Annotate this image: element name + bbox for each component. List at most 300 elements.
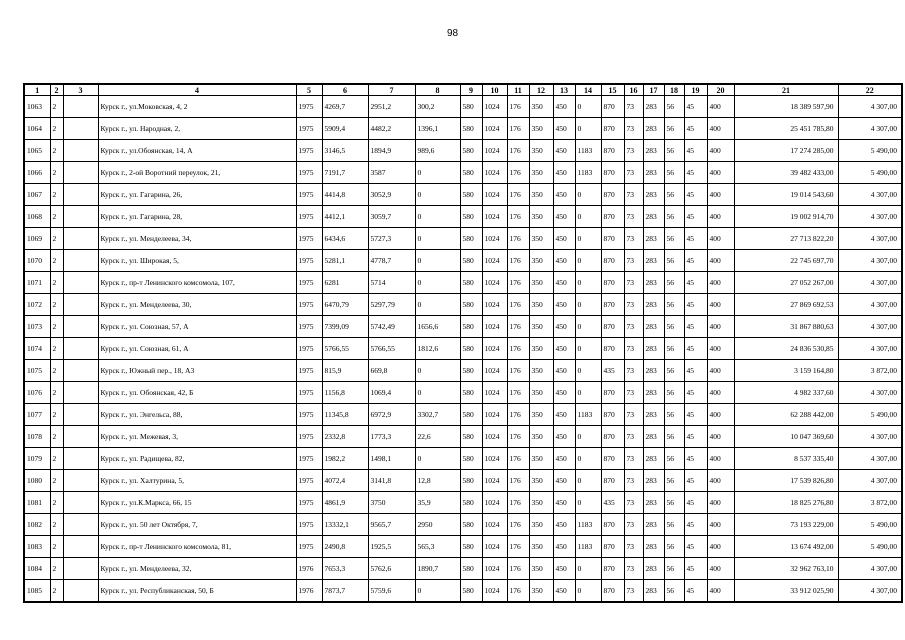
- table-cell: 73 193 229,00: [734, 514, 838, 536]
- table-cell: 56: [664, 404, 684, 426]
- table-cell: 6281: [322, 272, 368, 294]
- table-cell: 0: [575, 96, 601, 118]
- table-cell: 0: [415, 360, 460, 382]
- table-cell: 0: [575, 250, 601, 272]
- table-cell: 450: [553, 316, 575, 338]
- table-cell: Курск г., ул. 50 лет Октября, 7,: [98, 514, 296, 536]
- table-cell: 350: [529, 96, 553, 118]
- table-cell: 0: [575, 118, 601, 140]
- table-cell: 1066: [24, 162, 50, 184]
- table-cell: 1073: [24, 316, 50, 338]
- table-cell: 73: [624, 558, 643, 580]
- table-cell: 1063: [24, 96, 50, 118]
- table-row: [24, 118, 902, 140]
- table-cell: 350: [529, 228, 553, 250]
- table-cell: 870: [601, 96, 624, 118]
- table-cell: 580: [460, 448, 482, 470]
- table-cell: 400: [707, 382, 734, 404]
- table-cell: 18 389 597,90: [734, 96, 838, 118]
- table-row: [24, 140, 902, 162]
- table-cell: 350: [529, 558, 553, 580]
- table-cell: Курск г., ул.К.Маркса, 66, 15: [98, 492, 296, 514]
- table-cell: 19 002 914,70: [734, 206, 838, 228]
- table-cell: 5909,4: [322, 118, 368, 140]
- column-header: 21: [734, 84, 838, 96]
- table-cell: 350: [529, 404, 553, 426]
- table-cell: 870: [601, 316, 624, 338]
- table-cell: 283: [643, 426, 664, 448]
- table-cell: 6470,79: [322, 294, 368, 316]
- table-cell: 580: [460, 338, 482, 360]
- table-cell: 300,2: [415, 96, 460, 118]
- table-cell: 1894,9: [368, 140, 415, 162]
- table-cell: 22,6: [415, 426, 460, 448]
- table-cell: 283: [643, 448, 664, 470]
- table-cell: 1024: [482, 140, 507, 162]
- table-cell: 0: [415, 294, 460, 316]
- table-header: [24, 84, 902, 96]
- table-cell: 176: [507, 470, 529, 492]
- table-cell: 3 159 164,80: [734, 360, 838, 382]
- column-header: 19: [684, 84, 707, 96]
- table-cell: 870: [601, 404, 624, 426]
- table-cell: 669,8: [368, 360, 415, 382]
- table-cell: 4 307,00: [838, 96, 902, 118]
- table-cell: Курск г., ул. Межевая, 3,: [98, 426, 296, 448]
- table-cell: 1072: [24, 294, 50, 316]
- table-cell: 45: [684, 426, 707, 448]
- column-header: 7: [368, 84, 415, 96]
- table-cell: 176: [507, 492, 529, 514]
- table-cell: [63, 470, 98, 492]
- table-cell: 400: [707, 514, 734, 536]
- table-cell: 3141,8: [368, 470, 415, 492]
- table-cell: 7653,3: [322, 558, 368, 580]
- table-cell: 1024: [482, 162, 507, 184]
- table-row: [24, 382, 902, 404]
- table-row: [24, 338, 902, 360]
- table-cell: 176: [507, 206, 529, 228]
- table-cell: 4 307,00: [838, 558, 902, 580]
- table-cell: [63, 558, 98, 580]
- table-cell: 1076: [24, 382, 50, 404]
- table-cell: 1976: [296, 558, 322, 580]
- table-cell: 870: [601, 470, 624, 492]
- table-cell: 1183: [575, 536, 601, 558]
- table-cell: 283: [643, 492, 664, 514]
- table-cell: 1024: [482, 360, 507, 382]
- table-cell: 450: [553, 426, 575, 448]
- table-cell: 350: [529, 470, 553, 492]
- table-cell: 0: [415, 580, 460, 603]
- table-cell: 176: [507, 228, 529, 250]
- table-cell: 56: [664, 162, 684, 184]
- table-cell: 1976: [296, 580, 322, 603]
- table-cell: 0: [415, 382, 460, 404]
- table-cell: 4 307,00: [838, 184, 902, 206]
- table-cell: 1183: [575, 514, 601, 536]
- table-cell: 450: [553, 448, 575, 470]
- table-cell: 350: [529, 162, 553, 184]
- table-row: [24, 184, 902, 206]
- table-cell: 4482,2: [368, 118, 415, 140]
- table-cell: 25 451 785,80: [734, 118, 838, 140]
- table-cell: 400: [707, 96, 734, 118]
- table-cell: 4412,1: [322, 206, 368, 228]
- column-header: 16: [624, 84, 643, 96]
- page-number: 98: [446, 28, 459, 39]
- table-cell: 176: [507, 118, 529, 140]
- table-cell: 0: [575, 580, 601, 603]
- table-cell: 17 539 826,80: [734, 470, 838, 492]
- table-cell: 2: [50, 162, 63, 184]
- table-cell: 0: [575, 184, 601, 206]
- table-cell: [63, 228, 98, 250]
- table-cell: 435: [601, 360, 624, 382]
- table-cell: 1077: [24, 404, 50, 426]
- table-cell: 1975: [296, 426, 322, 448]
- table-cell: 1024: [482, 448, 507, 470]
- table-row: [24, 492, 902, 514]
- column-header: 4: [98, 84, 296, 96]
- table-cell: 56: [664, 316, 684, 338]
- table-row: [24, 96, 902, 118]
- table-cell: 176: [507, 338, 529, 360]
- table-cell: 400: [707, 536, 734, 558]
- table-cell: 2: [50, 228, 63, 250]
- table-cell: 1975: [296, 118, 322, 140]
- table-cell: 5 490,00: [838, 514, 902, 536]
- table-cell: 73: [624, 492, 643, 514]
- table-row: [24, 514, 902, 536]
- table-cell: 5281,1: [322, 250, 368, 272]
- table-cell: 580: [460, 514, 482, 536]
- table-cell: 1024: [482, 536, 507, 558]
- table-cell: 10 047 369,60: [734, 426, 838, 448]
- table-cell: 1498,1: [368, 448, 415, 470]
- table-cell: Курск г., ул. Менделеева, 30,: [98, 294, 296, 316]
- table-cell: 176: [507, 250, 529, 272]
- table-cell: 2: [50, 272, 63, 294]
- table-cell: 56: [664, 382, 684, 404]
- table-cell: 2: [50, 250, 63, 272]
- table-cell: 4 307,00: [838, 206, 902, 228]
- table-cell: 450: [553, 272, 575, 294]
- table-cell: 1975: [296, 492, 322, 514]
- table-cell: [63, 206, 98, 228]
- column-header: 2: [50, 84, 63, 96]
- table-cell: 283: [643, 140, 664, 162]
- table-cell: 450: [553, 580, 575, 603]
- table-cell: 283: [643, 206, 664, 228]
- table-cell: 73: [624, 382, 643, 404]
- table-cell: 1069,4: [368, 382, 415, 404]
- table-cell: 450: [553, 228, 575, 250]
- table-row: [24, 580, 902, 603]
- table-cell: 5714: [368, 272, 415, 294]
- column-header: 3: [63, 84, 98, 96]
- table-cell: Курск г., ул. Республиканская, 50, Б: [98, 580, 296, 603]
- table-cell: 45: [684, 316, 707, 338]
- table-cell: 8 537 335,40: [734, 448, 838, 470]
- table-cell: 350: [529, 514, 553, 536]
- table-cell: 400: [707, 140, 734, 162]
- table-cell: 73: [624, 96, 643, 118]
- table-cell: 1024: [482, 206, 507, 228]
- table-cell: 176: [507, 162, 529, 184]
- table-cell: 56: [664, 448, 684, 470]
- table-cell: 0: [415, 184, 460, 206]
- table-row: [24, 404, 902, 426]
- table-cell: 870: [601, 558, 624, 580]
- table-cell: 1024: [482, 250, 507, 272]
- table-cell: [63, 96, 98, 118]
- table-cell: 45: [684, 272, 707, 294]
- table-cell: 2: [50, 360, 63, 382]
- table-cell: [63, 294, 98, 316]
- table-row: [24, 558, 902, 580]
- table-cell: 1975: [296, 162, 322, 184]
- table-cell: 1975: [296, 382, 322, 404]
- table-cell: 400: [707, 316, 734, 338]
- table-cell: 56: [664, 228, 684, 250]
- table-cell: 283: [643, 96, 664, 118]
- table-cell: 2: [50, 184, 63, 206]
- table-cell: 4 307,00: [838, 272, 902, 294]
- table-cell: 350: [529, 184, 553, 206]
- table-cell: [63, 360, 98, 382]
- table-cell: 45: [684, 118, 707, 140]
- table-cell: 2: [50, 96, 63, 118]
- table-cell: 580: [460, 272, 482, 294]
- table-cell: 17 274 285,00: [734, 140, 838, 162]
- table-cell: 4 307,00: [838, 338, 902, 360]
- table-cell: 870: [601, 250, 624, 272]
- table-cell: 283: [643, 250, 664, 272]
- table-cell: Курск г., ул. Союзная, 57, А: [98, 316, 296, 338]
- table-cell: 3059,7: [368, 206, 415, 228]
- table-cell: 1079: [24, 448, 50, 470]
- table-cell: Курск г., ул.Моковская, 4, 2: [98, 96, 296, 118]
- table-cell: 1975: [296, 514, 322, 536]
- table-cell: 1975: [296, 250, 322, 272]
- table-cell: 450: [553, 162, 575, 184]
- table-cell: 7399,09: [322, 316, 368, 338]
- table-cell: 5759,6: [368, 580, 415, 603]
- column-header: 6: [322, 84, 368, 96]
- table-cell: 1024: [482, 558, 507, 580]
- table-cell: [63, 184, 98, 206]
- table-cell: 56: [664, 206, 684, 228]
- table-cell: 5 490,00: [838, 140, 902, 162]
- table-cell: 2950: [415, 514, 460, 536]
- table-cell: 283: [643, 536, 664, 558]
- table-cell: 0: [575, 470, 601, 492]
- table-cell: 2: [50, 492, 63, 514]
- table-cell: 1024: [482, 492, 507, 514]
- table-cell: 0: [575, 426, 601, 448]
- table-cell: 73: [624, 426, 643, 448]
- table-cell: 815,9: [322, 360, 368, 382]
- table-cell: 1024: [482, 404, 507, 426]
- table-cell: 4861,9: [322, 492, 368, 514]
- table-cell: 580: [460, 492, 482, 514]
- table-cell: 73: [624, 448, 643, 470]
- table-cell: 45: [684, 360, 707, 382]
- table-cell: 45: [684, 404, 707, 426]
- table-cell: 4778,7: [368, 250, 415, 272]
- table-cell: 22 745 697,70: [734, 250, 838, 272]
- table-cell: 283: [643, 580, 664, 603]
- table-cell: 0: [575, 558, 601, 580]
- table-cell: 283: [643, 272, 664, 294]
- table-cell: 45: [684, 184, 707, 206]
- table-cell: 2: [50, 470, 63, 492]
- table-cell: 1085: [24, 580, 50, 603]
- table-cell: 27 869 692,53: [734, 294, 838, 316]
- table-cell: 176: [507, 140, 529, 162]
- table-cell: 4 307,00: [838, 228, 902, 250]
- table-cell: 400: [707, 470, 734, 492]
- table-cell: 2: [50, 382, 63, 404]
- table-cell: 73: [624, 316, 643, 338]
- table-cell: 580: [460, 316, 482, 338]
- table-cell: 45: [684, 558, 707, 580]
- table-cell: 6434,6: [322, 228, 368, 250]
- table-cell: Курск г., ул. Широкая, 5,: [98, 250, 296, 272]
- table-cell: 73: [624, 470, 643, 492]
- table-cell: 450: [553, 184, 575, 206]
- table-cell: [63, 316, 98, 338]
- table-cell: 1024: [482, 118, 507, 140]
- table-cell: 1975: [296, 338, 322, 360]
- table-cell: 1156,8: [322, 382, 368, 404]
- table-cell: 56: [664, 580, 684, 603]
- table-cell: 400: [707, 184, 734, 206]
- table-cell: 400: [707, 360, 734, 382]
- table-cell: Курск г., ул. Гагарина, 26,: [98, 184, 296, 206]
- table-cell: [63, 448, 98, 470]
- table-body: [24, 96, 902, 603]
- table-cell: 7191,7: [322, 162, 368, 184]
- table-cell: 450: [553, 96, 575, 118]
- table-cell: [63, 404, 98, 426]
- table-cell: 0: [575, 492, 601, 514]
- table-cell: 870: [601, 294, 624, 316]
- table-cell: 283: [643, 514, 664, 536]
- table-cell: 176: [507, 536, 529, 558]
- table-cell: 4 307,00: [838, 294, 902, 316]
- table-cell: 580: [460, 184, 482, 206]
- column-header: 13: [553, 84, 575, 96]
- table-cell: 1084: [24, 558, 50, 580]
- table-cell: 1812,6: [415, 338, 460, 360]
- table-cell: 56: [664, 96, 684, 118]
- table-cell: [63, 118, 98, 140]
- table-cell: 56: [664, 250, 684, 272]
- table-cell: 350: [529, 382, 553, 404]
- table-cell: 1183: [575, 140, 601, 162]
- table-cell: [63, 492, 98, 514]
- table-cell: 580: [460, 228, 482, 250]
- table-cell: 1024: [482, 272, 507, 294]
- column-header: 18: [664, 84, 684, 96]
- table-cell: 1975: [296, 536, 322, 558]
- table-cell: 56: [664, 492, 684, 514]
- table-cell: 450: [553, 118, 575, 140]
- table-cell: 73: [624, 184, 643, 206]
- table-cell: 45: [684, 580, 707, 603]
- table-cell: Курск г., пр-т Ленинского комсомола, 81,: [98, 536, 296, 558]
- column-header: 10: [482, 84, 507, 96]
- table-cell: 4 307,00: [838, 316, 902, 338]
- table-cell: 0: [575, 272, 601, 294]
- table-cell: 450: [553, 294, 575, 316]
- table-cell: 2: [50, 536, 63, 558]
- table-cell: 56: [664, 272, 684, 294]
- table-cell: 283: [643, 162, 664, 184]
- table-cell: [63, 338, 98, 360]
- table-cell: 4 307,00: [838, 382, 902, 404]
- table-cell: 580: [460, 294, 482, 316]
- table-cell: 450: [553, 404, 575, 426]
- table-cell: 283: [643, 294, 664, 316]
- table-row: [24, 316, 902, 338]
- table-cell: 4269,7: [322, 96, 368, 118]
- table-cell: 3052,9: [368, 184, 415, 206]
- table-cell: 176: [507, 404, 529, 426]
- table-cell: 1080: [24, 470, 50, 492]
- table-row: [24, 228, 902, 250]
- table-cell: 19 014 543,60: [734, 184, 838, 206]
- table-cell: 2: [50, 426, 63, 448]
- table-cell: 1975: [296, 448, 322, 470]
- table-cell: 1064: [24, 118, 50, 140]
- column-header: 20: [707, 84, 734, 96]
- table-cell: 45: [684, 492, 707, 514]
- table-row: [24, 360, 902, 382]
- table-cell: 400: [707, 228, 734, 250]
- table-cell: 45: [684, 382, 707, 404]
- table-cell: 45: [684, 536, 707, 558]
- table-cell: 283: [643, 118, 664, 140]
- table-cell: 39 482 433,00: [734, 162, 838, 184]
- table-cell: 1925,5: [368, 536, 415, 558]
- table-cell: 580: [460, 162, 482, 184]
- table-cell: 33 912 025,90: [734, 580, 838, 603]
- table-cell: 176: [507, 360, 529, 382]
- table-cell: 176: [507, 96, 529, 118]
- table-cell: 2: [50, 404, 63, 426]
- table-cell: 1975: [296, 140, 322, 162]
- table-cell: 73: [624, 360, 643, 382]
- table-cell: Курск г., ул. Менделеева, 32,: [98, 558, 296, 580]
- table-cell: 73: [624, 580, 643, 603]
- table-cell: 56: [664, 514, 684, 536]
- table-cell: 0: [575, 228, 601, 250]
- table-cell: 283: [643, 360, 664, 382]
- table-cell: 176: [507, 272, 529, 294]
- table-cell: Курск г., ул.Обоянская, 14, А: [98, 140, 296, 162]
- table-cell: 73: [624, 294, 643, 316]
- table-cell: 870: [601, 580, 624, 603]
- table-cell: Курск г., ул. Народная, 2,: [98, 118, 296, 140]
- table-cell: 4072,4: [322, 470, 368, 492]
- table-cell: 5297,79: [368, 294, 415, 316]
- table-cell: 73: [624, 272, 643, 294]
- table-cell: 450: [553, 206, 575, 228]
- table-cell: 870: [601, 228, 624, 250]
